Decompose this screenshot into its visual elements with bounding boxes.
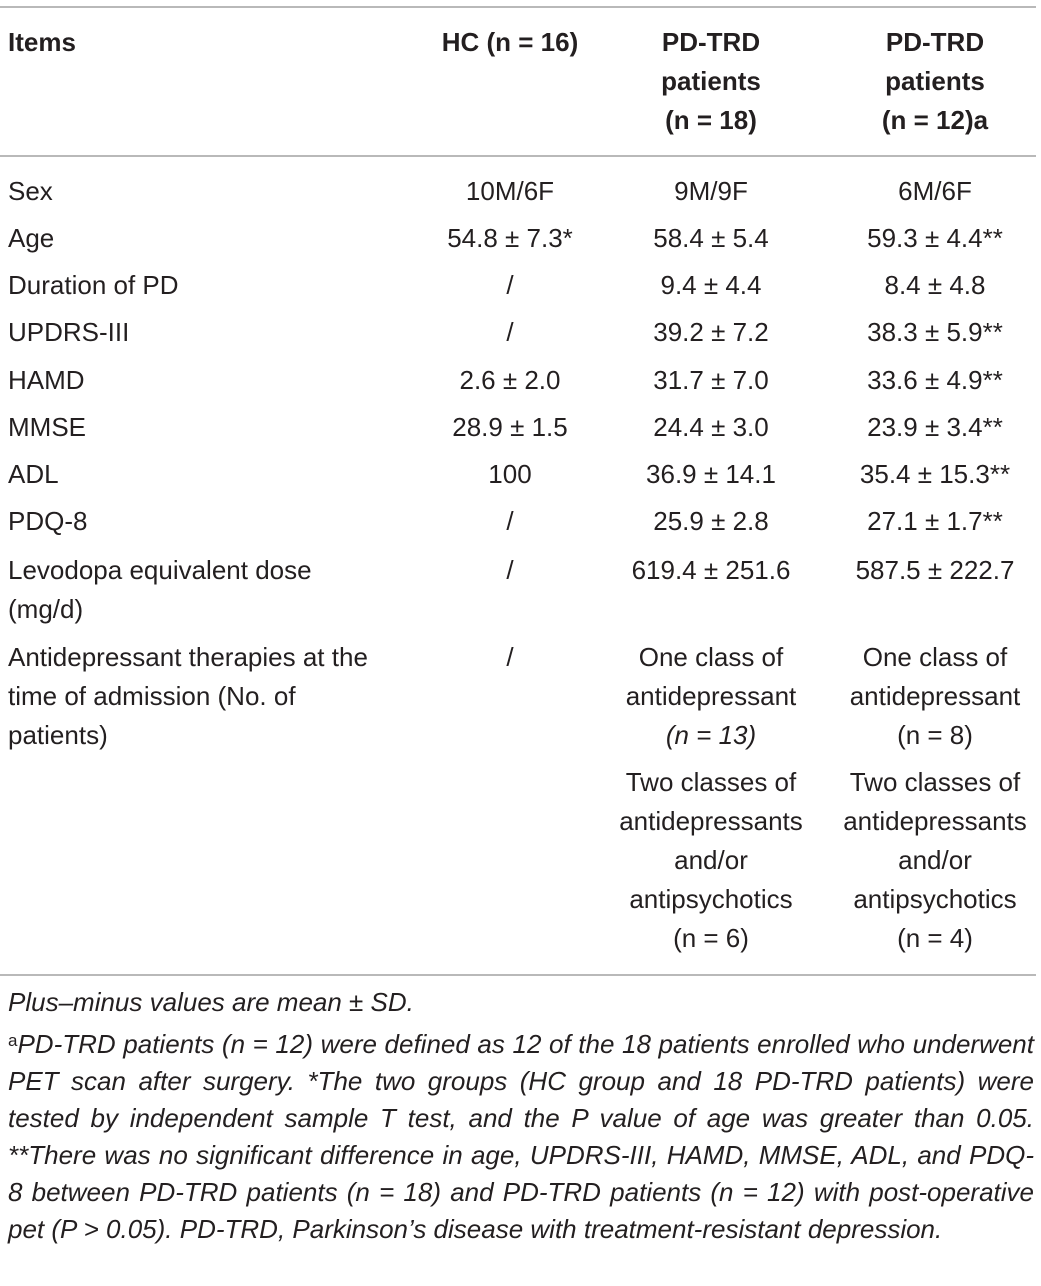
- row-adl-pd12: 35.4 ± 15.3**: [859, 459, 1011, 489]
- header-pd12-line-2: patients: [885, 66, 985, 96]
- row-updrs-hc: /: [506, 317, 514, 347]
- row-updrs-label: UPDRS-III: [8, 317, 130, 347]
- header-pd18-line-3: (n = 18): [665, 105, 757, 135]
- pd12-therapy-line-6: and/or: [898, 845, 972, 875]
- row-pdq8-pd12: 27.1 ± 1.7**: [867, 506, 1003, 536]
- pd12-therapy-line-3: (n = 8): [897, 720, 973, 750]
- row-duration-hc: /: [506, 270, 514, 300]
- pd12-therapy-line-2: antidepressant: [849, 681, 1021, 711]
- footnote-marker-a: a: [8, 1031, 18, 1050]
- pd18-therapy-line-3: (n = 13): [665, 720, 757, 750]
- row-levodopa-label-line-2: (mg/d): [8, 594, 84, 624]
- row-duration-pd18: 9.4 ± 4.4: [660, 270, 762, 300]
- row-pdq8-pd18: 25.9 ± 2.8: [653, 506, 769, 536]
- row-antidepressant-label-line-1: Antidepressant therapies at the: [8, 642, 368, 672]
- bottom-rule: [0, 974, 1036, 976]
- row-updrs-pd18: 39.2 ± 7.2: [653, 317, 769, 347]
- footnote-text: PD-TRD patients (n = 12) were defined as 12 of the 18 patients enrolled who underwent PET scan after surgery. *The two groups (HC group and 18 PD-TRD patients) were tested by independent sample T test, and the P value of age was greater than 0.05. **There was no significant difference in age, UPDRS-III, HAMD, MMSE, ADL, and PDQ-8 between PD-TRD patients (n = 18) and PD-TRD patients (n = 12) with post-operative pet (P > 0.05). PD-TRD, Parkinson’s disease with treatment-resistant depression.: [8, 1029, 1034, 1244]
- row-antidepressant-hc: /: [506, 642, 514, 672]
- header-pd12-line-1: PD-TRD: [885, 27, 985, 57]
- row-mmse-pd18: 24.4 ± 3.0: [653, 412, 769, 442]
- row-mmse-label: MMSE: [8, 412, 86, 442]
- pd18-therapy-line-2: antidepressant: [625, 681, 797, 711]
- row-antidepressant-label-line-2: time of admission (No. of: [8, 681, 296, 711]
- row-duration-label: Duration of PD: [8, 270, 179, 300]
- pd18-therapy-line-4: Two classes of: [625, 767, 797, 797]
- row-adl-label: ADL: [8, 459, 59, 489]
- row-antidepressant-pd18: [600, 638, 822, 958]
- row-sex-pd18: 9M/9F: [674, 176, 748, 206]
- row-hamd-pd18: 31.7 ± 7.0: [653, 365, 769, 395]
- top-rule: [0, 6, 1036, 8]
- pd18-therapy-line-6: and/or: [674, 845, 748, 875]
- footnote-definitions: [8, 1022, 1034, 1248]
- row-hamd-hc: 2.6 ± 2.0: [459, 365, 561, 395]
- row-age-pd18: 58.4 ± 5.4: [653, 223, 769, 253]
- header-items: Items: [8, 27, 76, 57]
- row-updrs-pd12: 38.3 ± 5.9**: [867, 317, 1003, 347]
- pd12-therapy-line-4: Two classes of: [849, 767, 1021, 797]
- row-mmse-pd12: 23.9 ± 3.4**: [867, 412, 1003, 442]
- row-levodopa-pd18: 619.4 ± 251.6: [631, 555, 791, 585]
- header-pd12-line-3: (n = 12)a: [881, 105, 989, 135]
- row-levodopa-hc: /: [506, 555, 514, 585]
- pd18-therapy-line-7: antipsychotics: [629, 884, 793, 914]
- row-levodopa-label-line-1: Levodopa equivalent dose: [8, 555, 312, 585]
- row-adl-hc: 100: [488, 459, 532, 489]
- row-hamd-pd12: 33.6 ± 4.9**: [867, 365, 1003, 395]
- header-hc: HC (n = 16): [441, 27, 579, 57]
- row-hamd-label: HAMD: [8, 365, 85, 395]
- row-antidepressant-pd12: [826, 638, 1041, 958]
- row-sex-pd12: 6M/6F: [898, 176, 972, 206]
- header-pd-trd-12: [826, 23, 1041, 140]
- row-adl-pd18: 36.9 ± 14.1: [646, 459, 776, 489]
- row-sex-hc: 10M/6F: [465, 176, 555, 206]
- row-sex-label: Sex: [8, 176, 53, 206]
- footnote-mean-sd: Plus–minus values are mean ± SD.: [8, 987, 414, 1017]
- row-pdq8-label: PDQ-8: [8, 506, 88, 536]
- row-antidepressant-label-line-3: patients): [8, 720, 108, 750]
- row-mmse-hc: 28.9 ± 1.5: [452, 412, 568, 442]
- header-pd18-line-1: PD-TRD: [661, 27, 761, 57]
- pd12-therapy-line-7: antipsychotics: [853, 884, 1017, 914]
- row-pdq8-hc: /: [506, 506, 514, 536]
- pd18-therapy-line-1: One class of: [638, 642, 784, 672]
- row-age-hc: 54.8 ± 7.3*: [447, 223, 573, 253]
- pd18-therapy-line-5: antidepressants: [619, 806, 803, 836]
- pd18-therapy-line-8: (n = 6): [673, 923, 749, 953]
- row-levodopa-pd12: 587.5 ± 222.7: [855, 555, 1015, 585]
- pd12-therapy-line-8: (n = 4): [897, 923, 973, 953]
- row-duration-pd12: 8.4 ± 4.8: [884, 270, 986, 300]
- header-pd-trd-18: [600, 23, 822, 140]
- row-age-pd12: 59.3 ± 4.4**: [867, 223, 1003, 253]
- header-rule: [0, 155, 1036, 157]
- pd12-therapy-line-1: One class of: [862, 642, 1008, 672]
- header-pd18-line-2: patients: [661, 66, 761, 96]
- row-age-label: Age: [8, 223, 55, 253]
- pd12-therapy-line-5: antidepressants: [843, 806, 1027, 836]
